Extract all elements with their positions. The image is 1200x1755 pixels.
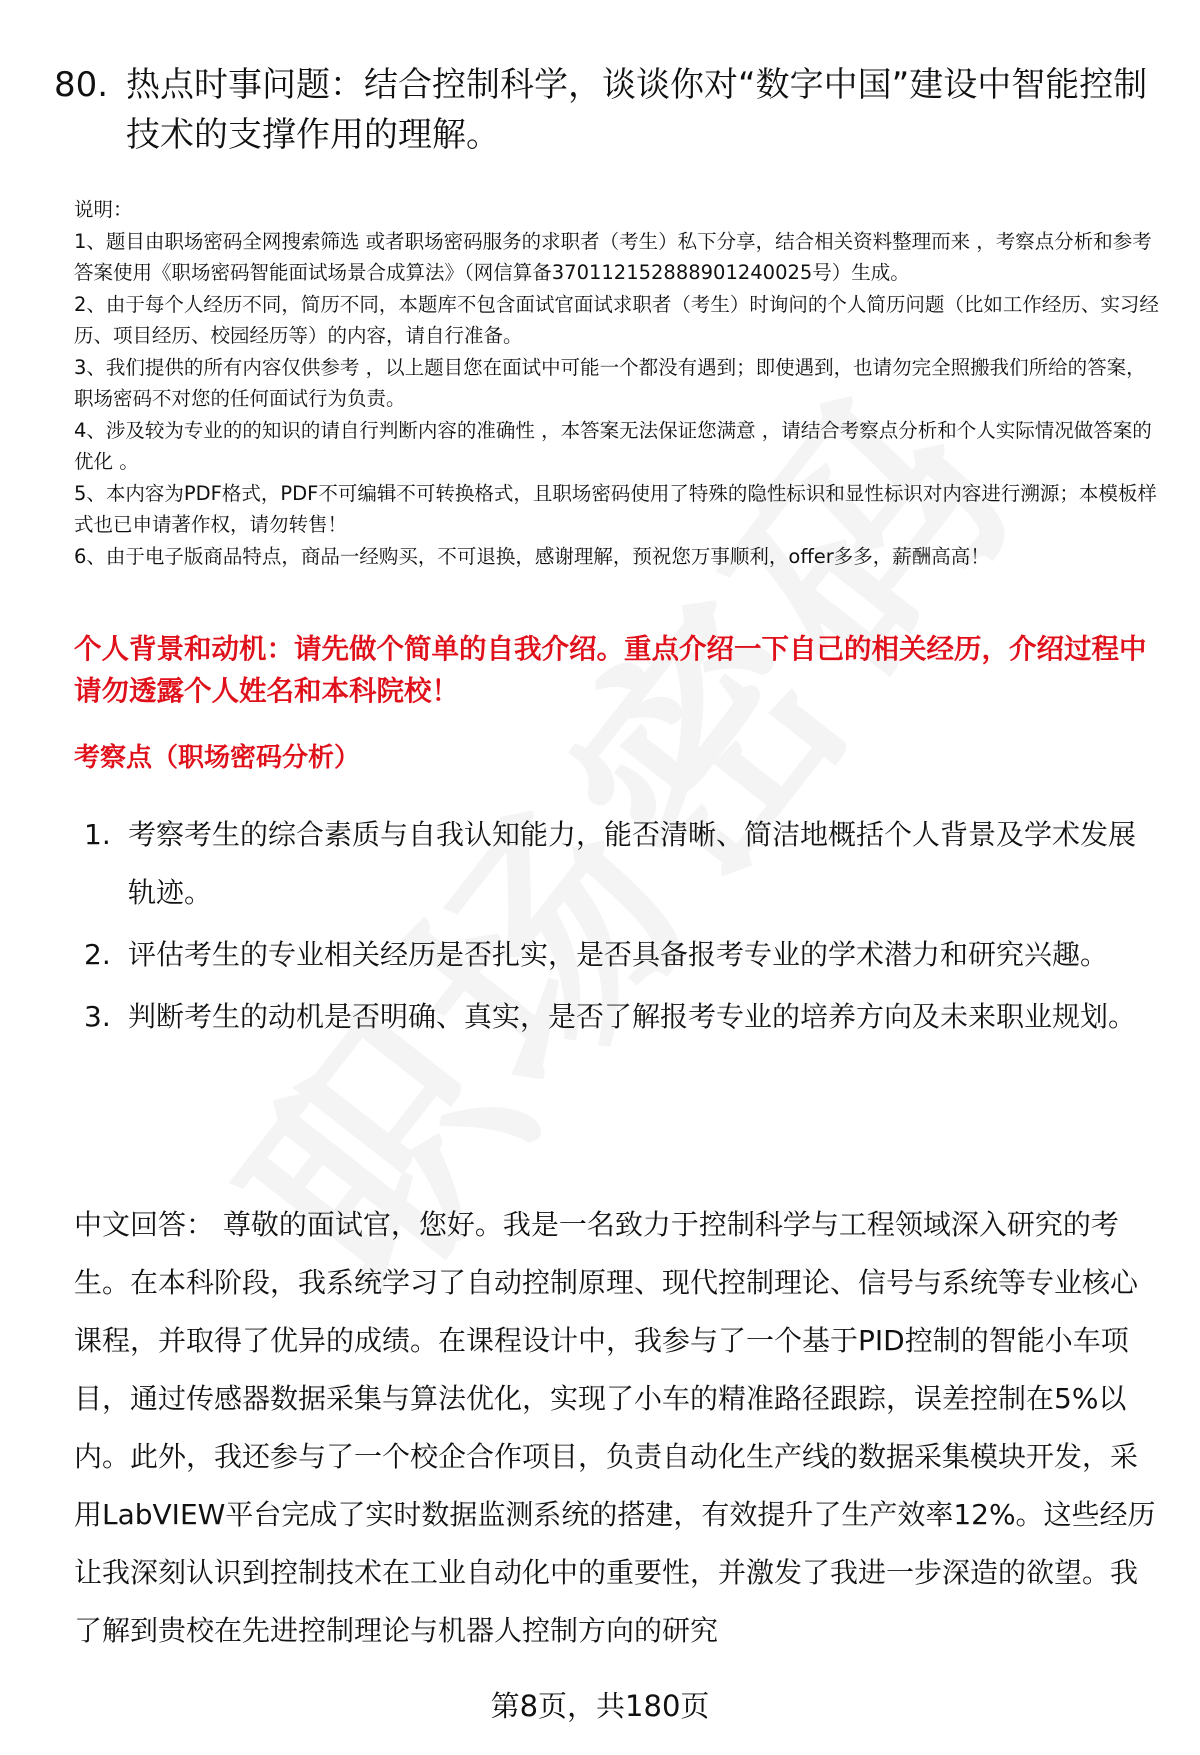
note-item: 5、本内容为PDF格式，PDF不可编辑不可转换格式，且职场密码使用了特殊的隐性标识和显性标识对内容进行溯源；本模板样式也已申请著作权，请勿转售！	[74, 481, 1157, 536]
list-item	[84, 988, 1154, 1046]
question-text: 热点时事问题：结合控制科学，谈谈你对“数字中国”建设中智能控制技术的支撑作用的理解。	[126, 65, 1148, 155]
list-item-number: 1.	[84, 818, 111, 851]
list-item-text: 考察考生的综合素质与自我认知能力，能否清晰、简洁地概括个人背景及学术发展轨迹。	[128, 818, 1137, 909]
note-item: 1、题目由职场密码全网搜索筛选 或者职场密码服务的求职者（考生）私下分享，结合相关资料整理而来 ，考察点分析和参考答案使用《职场密码智能面试场景合成算法》（网信算备370112152888901240025号）生成。	[74, 229, 1152, 284]
list-item-number: 3.	[84, 1000, 111, 1033]
list-item-number: 2.	[84, 938, 111, 971]
analysis-points	[84, 806, 1154, 1050]
list-item-text: 判断考生的动机是否明确、真实，是否了解报考专业的培养方向及未来职业规划。	[128, 1000, 1137, 1033]
page-footer: 第8页，共180页	[490, 1689, 710, 1723]
answer-block	[74, 1196, 1160, 1660]
notes-block	[74, 194, 1164, 572]
notes-title: 说明：	[74, 198, 133, 221]
list-item	[84, 926, 1154, 984]
answer-label: 中文回答：	[74, 1208, 215, 1241]
answer-text: 尊敬的面试官，您好。我是一名致力于控制科学与工程领域深入研究的考生。在本科阶段，我系统学习了自动控制原理、现代控制理论、信号与系统等专业核心课程，并取得了优异的成绩。在课程设计中，我参与了一个基于PID控制的智能小车项目，通过传感器数据采集与算法优化，实现了小车的精准路径跟踪，误差控制在5%以内。此外，我还参与了一个校企合作项目，负责自动化生产线的数据采集模块开发，采用LabVIEW平台完成了实时数据监测系统的搭建，有效提升了生产效率12%。这些经历让我深刻认识到控制技术在工业自动化中的重要性，并激发了我进一步深造的欲望。我了解到贵校在先进控制理论与机器人控制方向的研究	[74, 1208, 1156, 1647]
note-item: 4、涉及较为专业的的知识的请自行判断内容的准确性 ，本答案无法保证您满意 ，请结合考察点分析和个人实际情况做答案的优化 。	[74, 418, 1152, 473]
question-title	[54, 60, 1154, 160]
question-number: 80.	[54, 65, 109, 105]
list-item-text: 评估考生的专业相关经历是否扎实，是否具备报考专业的学术潜力和研究兴趣。	[128, 938, 1109, 971]
note-item: 6、由于电子版商品特点，商品一经购买，不可退换，感谢理解，预祝您万事顺利，offer多多，薪酬高高！	[74, 544, 990, 568]
section-heading: 个人背景和动机：请先做个简单的自我介绍。重点介绍一下自己的相关经历，介绍过程中请勿透露个人姓名和本科院校！	[74, 633, 1147, 707]
note-item: 2、由于每个人经历不同，简历不同，本题库不包含面试官面试求职者（考生）时询问的个人简历问题（比如工作经历、实习经历、项目经历、校园经历等）的内容，请自行准备。	[74, 292, 1159, 347]
list-item	[84, 806, 1154, 922]
note-item: 3、我们提供的所有内容仅供参考 ，以上题目您在面试中可能一个都没有遇到；即使遇到，也请勿完全照搬我们所给的答案，职场密码不对您的任何面试行为负责。	[74, 355, 1146, 410]
analysis-title: 考察点（职场密码分析）	[74, 743, 361, 773]
